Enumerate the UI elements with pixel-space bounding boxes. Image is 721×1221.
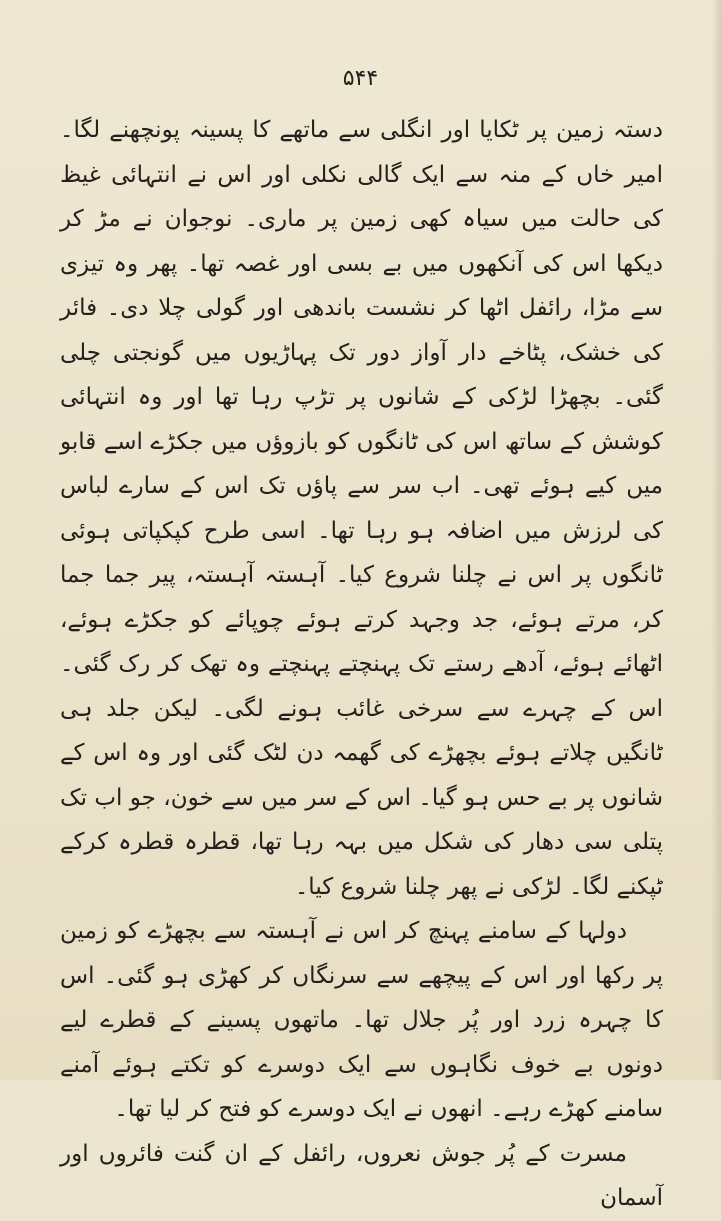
body-text: [60, 108, 663, 1221]
page-edge-shadow: [711, 0, 721, 1080]
page-number: ۵۴۴: [342, 66, 379, 91]
paragraph-2: دولہا کے سامنے پہنچ کر اس نے آہستہ سے بچھڑے کو زمین پر رکھا اور اس کے پیچھے سے سرنگاں کر کھڑی ہو گئی۔ اس کا چہرہ زرد اور پُر جلال تھا۔ ماتھوں پسینے کے قطرے لیے دونوں بے خوف نگاہوں سے ایک دوسرے کو تکتے ہوئے آمنے سامنے کھڑے رہے۔ انھوں نے ایک دوسرے کو فتح کر لیا تھا۔: [60, 918, 663, 1122]
paragraph-1: دستہ زمین پر ٹکایا اور انگلی سے ماتھے کا پسینہ پونچھنے لگا۔ امیر خاں کے منہ سے ایک گالی نکلی اور اس نے انتہائی غیظ کی حالت میں سیاہ کھی زمین پر ماری۔ نوجوان نے مڑ کر دیکھا اس کی آنکھوں میں بے بسی اور غصہ تھا۔ پھر وہ تیزی سے مڑا، رائفل اٹھا کر نشست باندھی اور گولی چلا دی۔ فائر کی خشک، پٹاخے دار آواز دور تک پہاڑیوں میں گونجتی چلی گئی۔ بچھڑا لڑکی کے شانوں پر تڑپ رہا تھا اور وہ انتہائی کوشش کے ساتھ اس کی ٹانگوں کو بازوؤں میں جکڑے اسے قابو میں کیے ہوئے تھی۔ اب سر سے پاؤں تک اس کے سارے لباس کی لرزش میں اضافہ ہو رہا تھا۔ اسی طرح کپکپاتی ہوئی ٹانگوں پر اس نے چلنا شروع کیا۔ آہستہ آہستہ، پیر جما جما کر، مرتے ہوئے، جد وجہد کرتے ہوئے چوپائے کو جکڑے ہوئے، اٹھائے ہوئے، آدھے رستے تک پہنچتے پہنچتے وہ تھک کر رک گئی۔ اس کے چہرے سے سرخی غائب ہونے لگی۔ لیکن جلد ہی ٹانگیں چلاتے ہوئے بچھڑے کی گھمہ دن لٹک گئی اور وہ اس کے شانوں پر بے حس ہو گیا۔ اس کے سر میں سے خون، جو اب تک پتلی سی دھار کی شکل میں بہہ رہا تھا، قطرہ قطرہ کرکے ٹپکنے لگا۔ لڑکی نے پھر چلنا شروع کیا۔: [60, 117, 663, 900]
paragraph-3: مسرت کے پُر جوش نعروں، رائفل کے ان گنت فائروں اور آسمان: [60, 1140, 663, 1211]
